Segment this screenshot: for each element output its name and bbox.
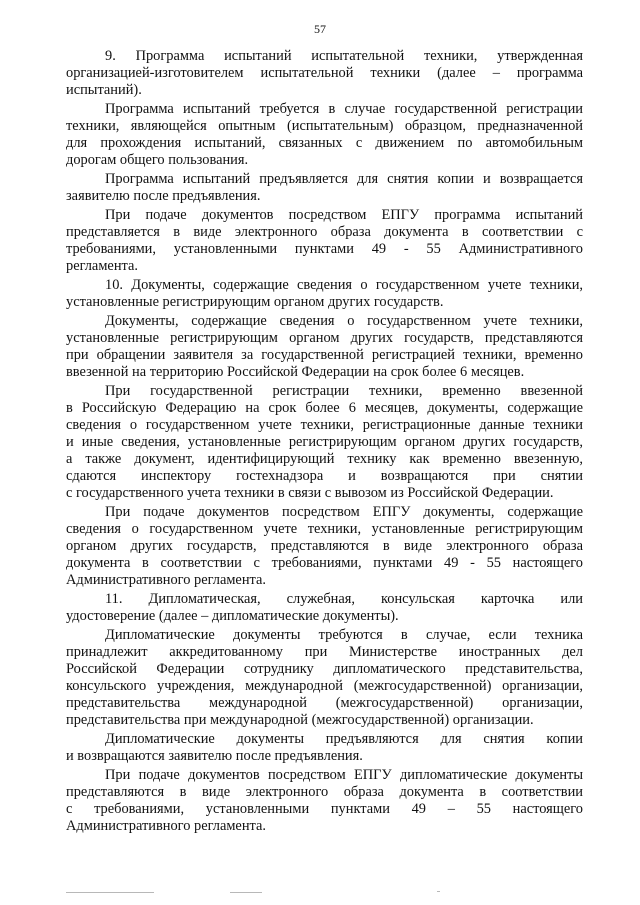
text-line: регламента. — [66, 258, 138, 274]
paragraph — [66, 277, 583, 311]
text-line: для прохождения испытаний, связанных с движением по автомобильным — [66, 135, 583, 151]
text-line: Российской Федерации сотруднику дипломатического представительства, — [66, 661, 583, 677]
text-line: документа в соответствии с требованиями, пунктами 49 - 55 настоящего — [66, 555, 583, 571]
text-line: с государственного учета техники в связи с вывозом из Российской Федерации. — [66, 485, 554, 501]
text-line: заявителю после предъявления. — [66, 188, 261, 204]
page-number: 57 — [314, 22, 326, 36]
text-line: в Российскую Федерацию на срок более 6 месяцев, документы, содержащие — [66, 400, 583, 416]
text-line: Программа испытаний требуется в случае государственной регистрации — [105, 101, 583, 117]
scan-artifact-line — [230, 892, 262, 893]
text-line: Административного регламента. — [66, 818, 266, 834]
text-line: принадлежит аккредитованному при Министерстве иностранных дел — [66, 644, 583, 660]
text-line: сведения о государственном учете техники, установленные регистрирующим — [66, 521, 583, 537]
text-line: испытаний). — [66, 82, 142, 98]
paragraph — [66, 207, 583, 275]
text-line: установленные регистрирующим органом других государств. — [66, 294, 444, 310]
text-line: при обращении заявителя за государственной регистрацией техники, временно — [66, 347, 583, 363]
text-line: 9. Программа испытаний испытательной техники, утвержденная — [105, 48, 583, 64]
paragraph — [66, 767, 583, 835]
text-line: консульского учреждения, международной (межгосударственной) организации, — [66, 678, 583, 694]
text-line: установленные регистрирующим органом других государств, представляются — [66, 330, 583, 346]
text-line: Дипломатические документы предъявляются для снятия копии — [105, 731, 583, 747]
text-line: с требованиями, установленными пунктами 49 – 55 настоящего — [66, 801, 583, 817]
paragraph — [66, 627, 583, 729]
text-line: Документы, содержащие сведения о государственном учете техники, — [105, 313, 583, 329]
text-line: представляется в виде электронного образа документа в соответствии с — [66, 224, 583, 240]
text-line: органом других государств, представляются в виде электронного образа — [66, 538, 583, 554]
paragraph — [66, 48, 583, 99]
text-line: 10. Документы, содержащие сведения о государственном учете техники, — [105, 277, 583, 293]
text-line: Дипломатические документы требуются в случае, если техника — [105, 627, 583, 643]
paragraph — [66, 591, 583, 625]
text-line: техники, являющейся опытным (испытательным) образцом, предназначенной — [66, 118, 583, 134]
paragraph — [66, 504, 583, 589]
text-line: и возвращаются заявителю после предъявления. — [66, 748, 363, 764]
paragraph — [66, 171, 583, 205]
paragraph — [66, 731, 583, 765]
document-body — [66, 48, 583, 837]
text-line: Административного регламента. — [66, 572, 266, 588]
paragraph — [66, 383, 583, 502]
text-line: При подаче документов посредством ЕПГУ программа испытаний — [105, 207, 583, 223]
text-line: требованиями, установленными пунктами 49 - 55 Административного — [66, 241, 583, 257]
text-line: представляются в виде электронного образа документа в соответствии — [66, 784, 583, 800]
text-line: дорогам общего пользования. — [66, 152, 249, 168]
scan-artifact-line — [66, 892, 154, 893]
paragraph — [66, 313, 583, 381]
paragraph — [66, 101, 583, 169]
text-line: представительства при международной (межгосударственной) организации. — [66, 712, 534, 728]
text-line: и иные сведения, установленные регистрирующим органом других государств, — [66, 434, 583, 450]
text-line: Программа испытаний предъявляется для снятия копии и возвращается — [105, 171, 583, 187]
text-line: удостоверение (далее – дипломатические документы). — [66, 608, 399, 624]
text-line: представительства международной (межгосударственной) организации, — [66, 695, 583, 711]
text-line: При государственной регистрации техники, временно ввезенной — [105, 383, 583, 399]
text-line: ввезенной на территорию Российской Федерации на срок более 6 месяцев. — [66, 364, 525, 380]
text-line: сдаются инспектору гостехнадзора и возвращаются при снятии — [66, 468, 583, 484]
scan-artifact-line — [437, 891, 440, 892]
text-line: сведения о государственном учете техники, регистрационные данные техники — [66, 417, 583, 433]
text-line: 11. Дипломатическая, служебная, консульская карточка или — [105, 591, 583, 607]
text-line: При подаче документов посредством ЕПГУ документы, содержащие — [105, 504, 583, 520]
text-line: организацией-изготовителем испытательной техники (далее – программа — [66, 65, 583, 81]
text-line: При подаче документов посредством ЕПГУ дипломатические документы — [105, 767, 583, 783]
text-line: а также документ, идентифицирующий технику как временно ввезенную, — [66, 451, 583, 467]
